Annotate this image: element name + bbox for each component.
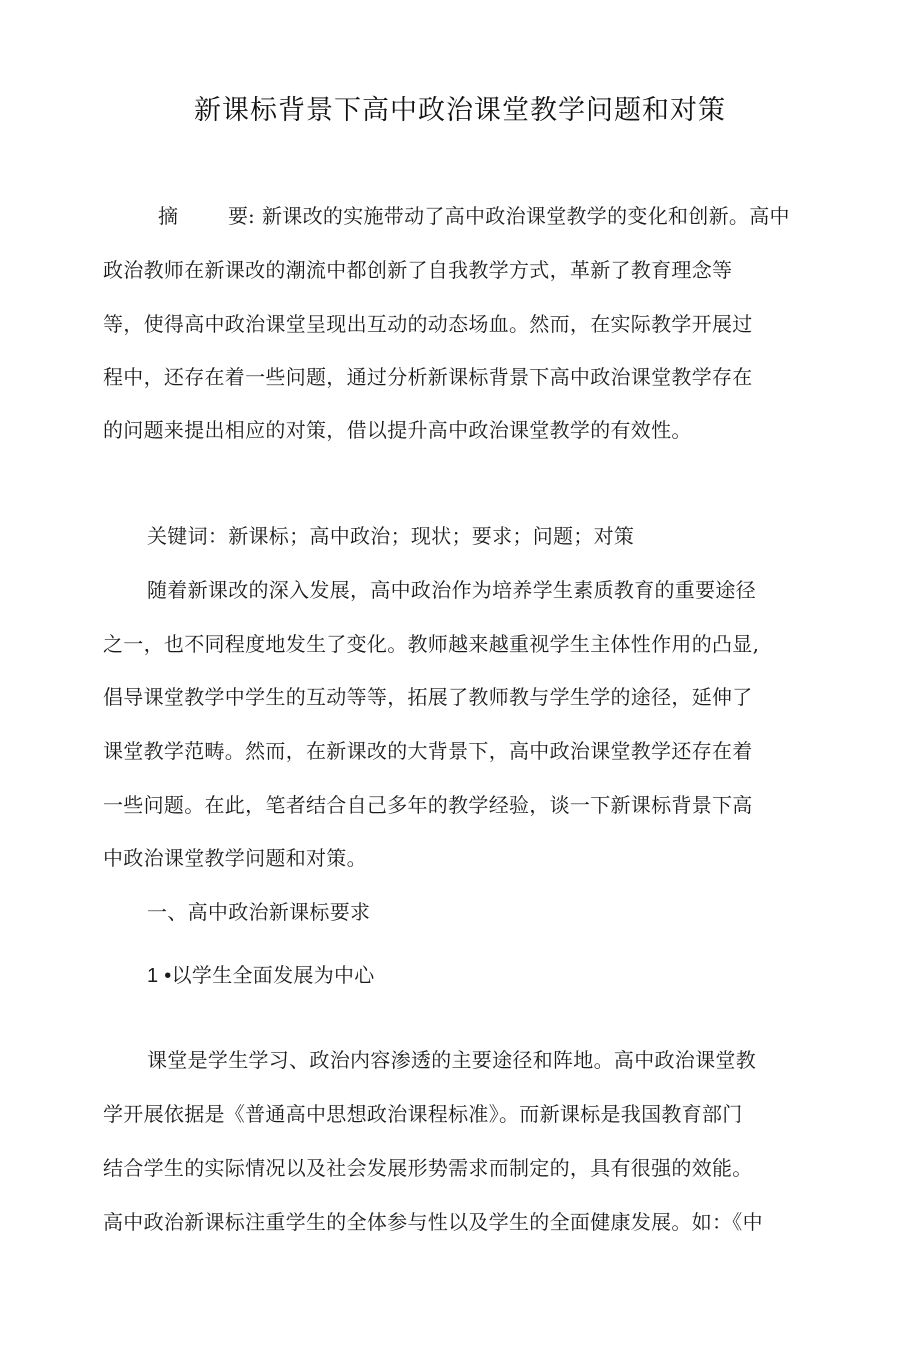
intro-line-4: 课堂教学范畴。然而，在新课改的大背景下，高中政治课堂教学还存在着 bbox=[103, 739, 753, 763]
abstract-label-char1: 摘 bbox=[158, 204, 178, 228]
keywords: 关键词：新课标；高中政治；现状；要求；问题；对策 bbox=[147, 524, 635, 548]
subsection-heading bbox=[147, 959, 375, 988]
intro-line-2: 之一，也不同程度地发生了变化。教师越来越重视学生主体性作用的凸显, bbox=[103, 632, 760, 656]
intro-line-5: 一些问题。在此，笔者结合自己多年的教学经验，谈一下新课标背景下高 bbox=[103, 793, 753, 817]
intro-line-1: 随着新课改的深入发展，高中政治作为培养学生素质教育的重要途径 bbox=[147, 578, 756, 602]
subsection-title: 以学生全面发展为中心 bbox=[171, 963, 375, 987]
abstract-line-4: 程中，还存在着一些问题，通过分析新课标背景下高中政治课堂教学存在 bbox=[103, 365, 753, 389]
subsection-number: 1 • bbox=[147, 965, 172, 987]
body-line-3: 结合学生的实际情况以及社会发展形势需求而制定的，具有很强的效能。 bbox=[103, 1156, 753, 1180]
abstract-line-1: 新课改的实施带动了高中政治课堂教学的变化和创新。高中 bbox=[262, 204, 790, 228]
abstract-line-3: 等，使得高中政治课堂呈现出互动的动态场血。然而，在实际教学开展过 bbox=[103, 312, 753, 336]
document-title: 新课标背景下高中政治课堂教学问题和对策 bbox=[194, 95, 726, 126]
section-heading: 一、高中政治新课标要求 bbox=[147, 900, 371, 924]
body-line-1: 课堂是学生学习、政治内容渗透的主要途径和阵地。高中政治课堂教 bbox=[147, 1048, 756, 1072]
abstract-label-char2: 要: bbox=[228, 204, 255, 228]
body-line-4: 高中政治新课标注重学生的全体参与性以及学生的全面健康发展。如：《中 bbox=[103, 1210, 763, 1234]
intro-line-3: 倡导课堂教学中学生的互动等等，拓展了教师教与学生学的途径，延伸了 bbox=[103, 685, 753, 709]
abstract-line-2: 政治教师在新课改的潮流中都创新了自我教学方式，革新了教育理念等 bbox=[103, 258, 733, 282]
intro-line-6: 中政治课堂教学问题和对策。 bbox=[103, 846, 367, 870]
abstract-line-5: 的问题来提出相应的对策，借以提升高中政治课堂教学的有效性。 bbox=[103, 418, 692, 442]
body-line-2: 学开展依据是《普通高中思想政治课程标准》。而新课标是我国教育部门 bbox=[103, 1102, 743, 1126]
